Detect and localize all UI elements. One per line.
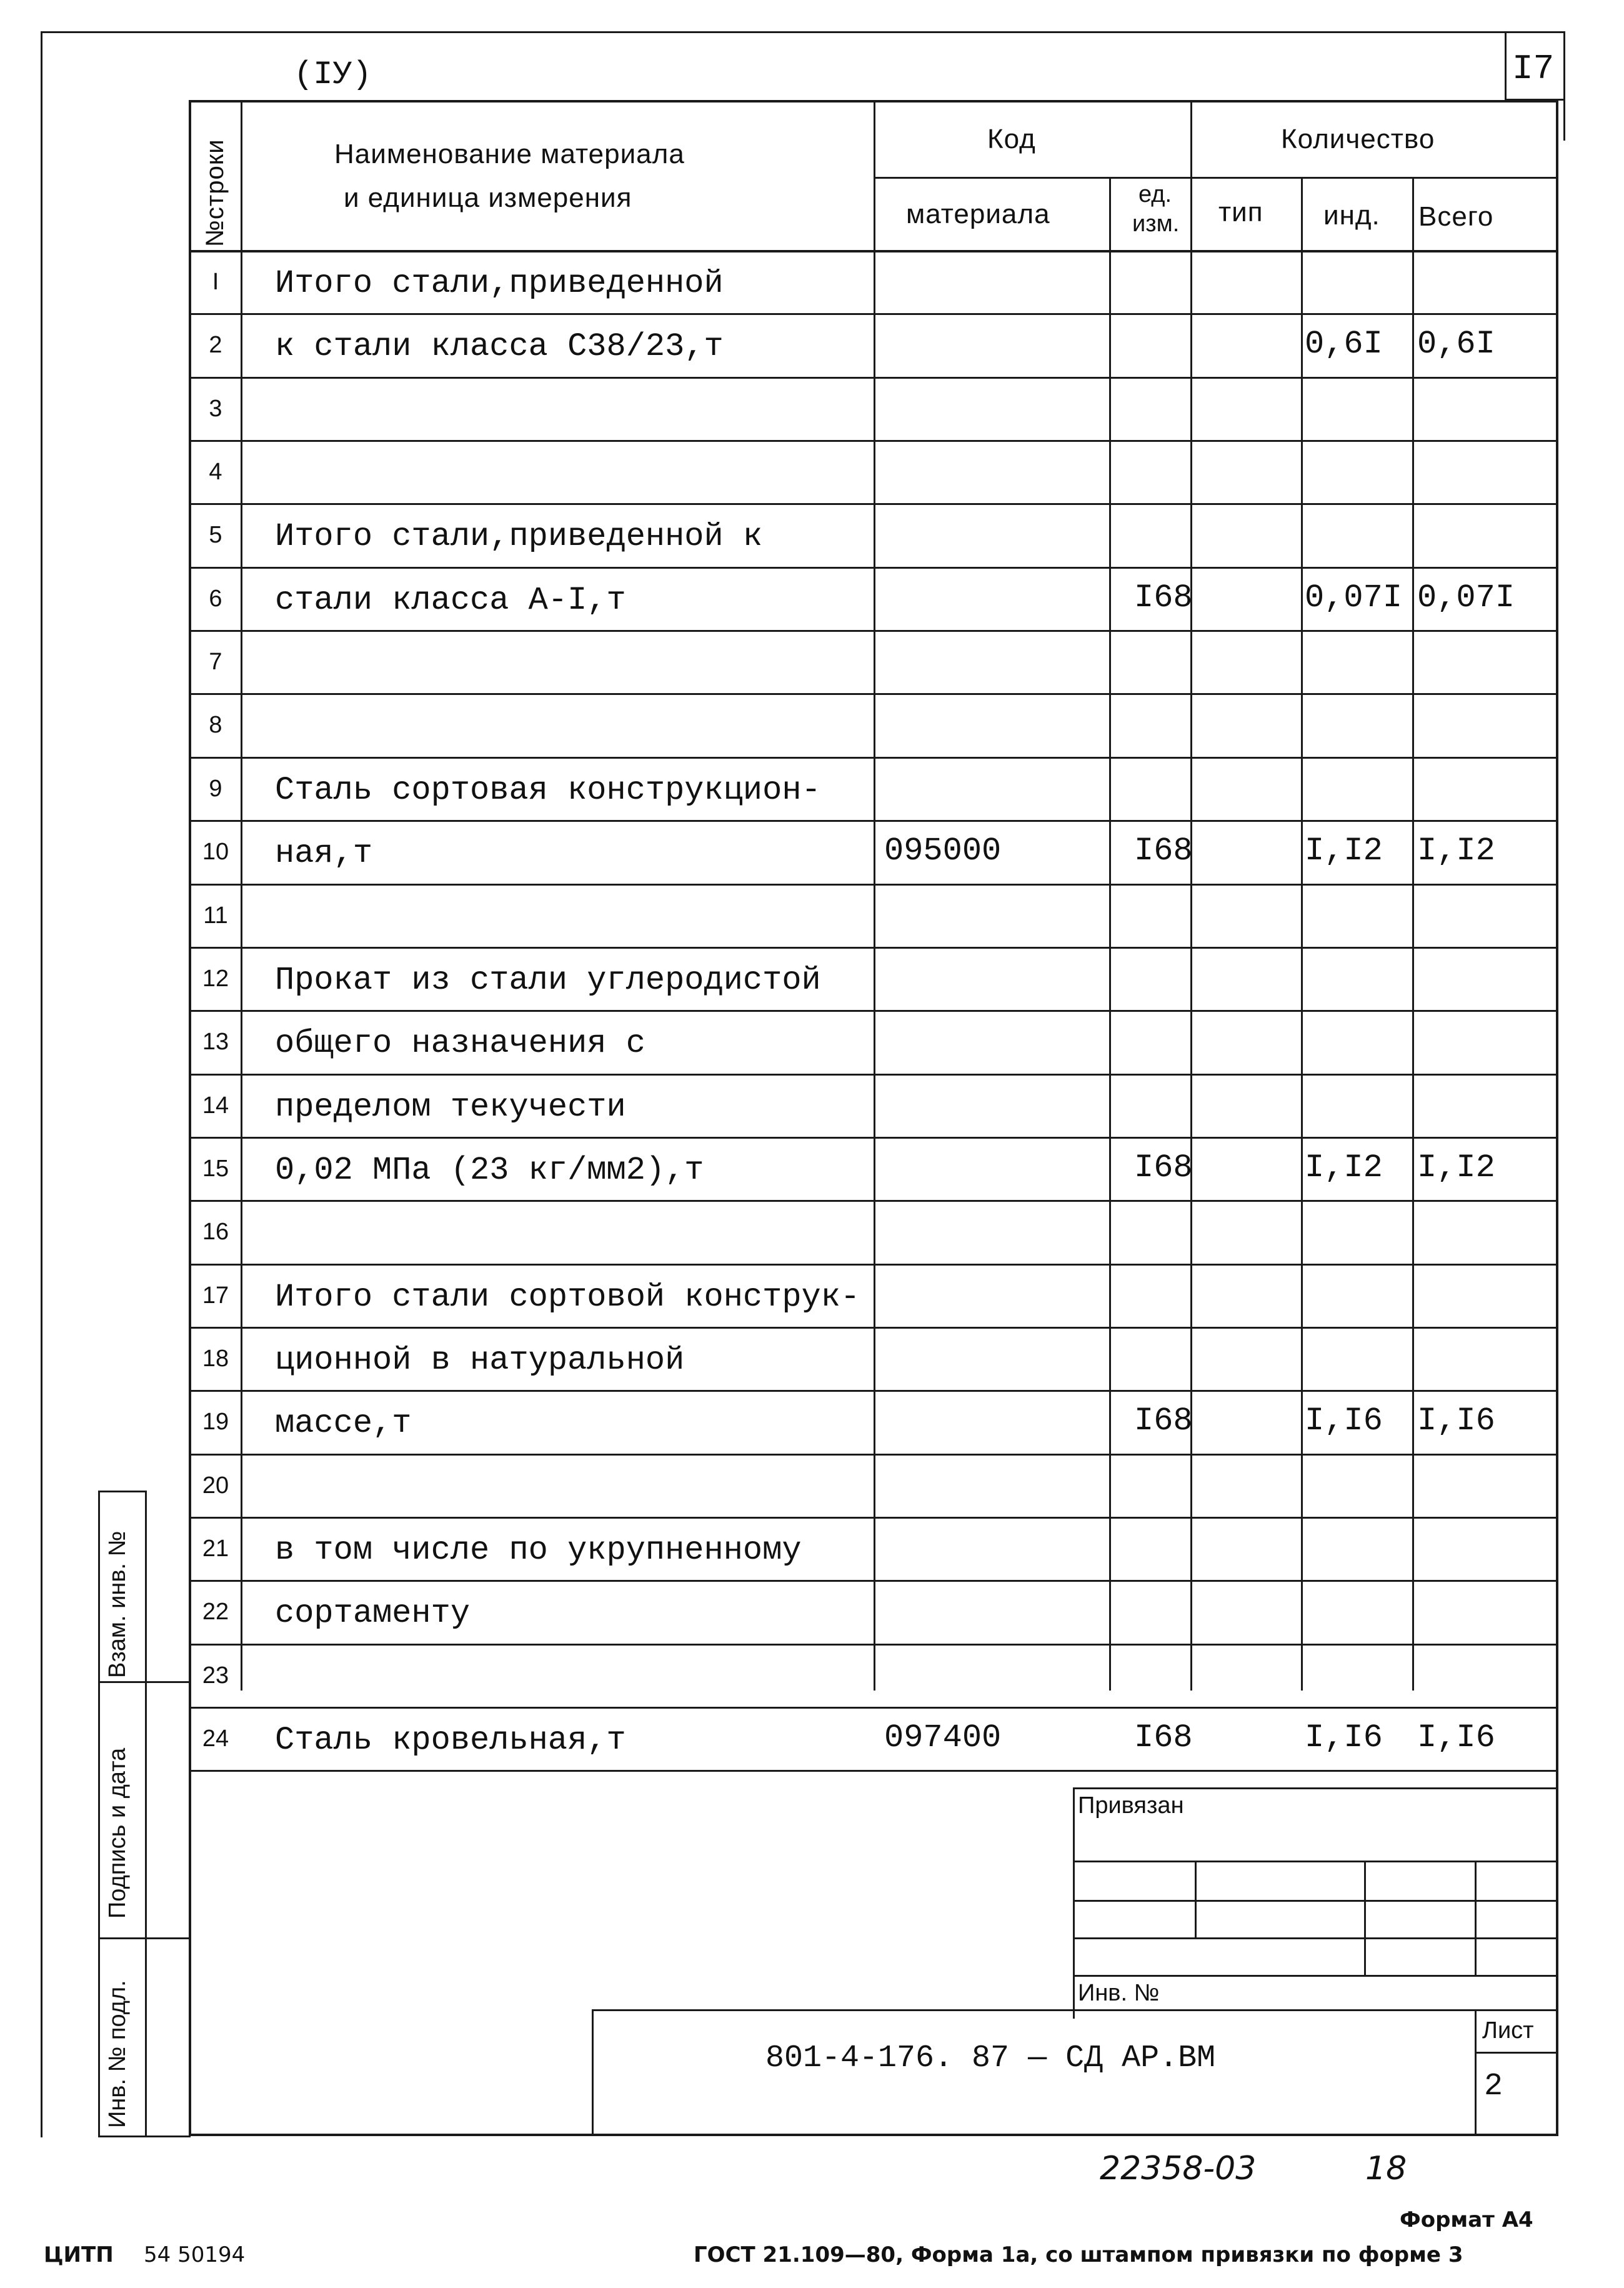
row-number: 19: [202, 1409, 229, 1435]
row-number: 13: [202, 1029, 229, 1055]
row-cell-ind: 0,07I: [1305, 579, 1403, 616]
row-number: 3: [209, 396, 222, 422]
row-cell-total: 0,6I: [1417, 326, 1495, 362]
row-number: 20: [202, 1472, 229, 1499]
row-number: 22: [202, 1599, 229, 1625]
row-number: 12: [202, 966, 229, 992]
org-number: 54 50194: [144, 2242, 246, 2267]
bind-stamp-v1: [1195, 1861, 1197, 1939]
row-cell-total: I,I6: [1417, 1719, 1495, 1756]
row-material-name: ционной в натуральной: [275, 1342, 685, 1379]
side-stamp-bottom: [98, 2136, 191, 2137]
header-ind: инд.: [1323, 200, 1380, 231]
page-number: I7: [1512, 49, 1555, 89]
section-label: (IУ): [294, 56, 372, 93]
table-row-line: [189, 503, 1558, 505]
row-number: I: [212, 269, 219, 295]
row-material-name: 0,02 МПа (23 кг/мм2),т: [275, 1152, 704, 1189]
org-code: ЦИТП: [44, 2242, 114, 2267]
bind-stamp-privyazan: Привязан: [1078, 1792, 1184, 1819]
handwritten-number: 22358-03: [1100, 2150, 1257, 2187]
bind-stamp-v3: [1475, 1861, 1477, 1977]
row-cell-mat: 097400: [884, 1719, 1002, 1756]
table-row-line: [189, 1137, 1558, 1139]
row-cell-ind: 0,6I: [1305, 326, 1383, 362]
title-block-top: [592, 2009, 1558, 2011]
col-line-unit: [1190, 100, 1192, 1691]
row-number: 9: [209, 776, 222, 802]
frame-top: [41, 31, 1565, 33]
header-material-code: материала: [906, 199, 1050, 229]
table-row-line: [189, 693, 1558, 695]
title-block-sheet-divider: [1475, 2009, 1477, 2136]
table-row-line: [189, 1010, 1558, 1012]
table-row-line: [189, 1707, 1558, 1709]
header-row-no: №строки: [201, 139, 229, 247]
header-unit-line2: изм.: [1132, 211, 1180, 237]
row-number: 15: [202, 1156, 229, 1182]
table-row-line: [189, 313, 1558, 315]
table-row-line: [189, 1390, 1558, 1392]
title-block-left: [592, 2009, 594, 2136]
table-row-line: [189, 1770, 1558, 1772]
row-number: 10: [202, 839, 229, 865]
sheet-label: Лист: [1482, 2017, 1534, 2044]
side-stamp-top: [98, 1491, 147, 1492]
table-row-line: [189, 1264, 1558, 1266]
frame-bottom: [189, 2134, 1558, 2136]
table-row-line: [189, 947, 1558, 949]
row-cell-total: I,I6: [1417, 1402, 1495, 1439]
side-stamp-right: [145, 1491, 147, 2137]
row-number: 5: [209, 522, 222, 548]
row-material-name: Прокат из стали углеродистой: [275, 962, 821, 999]
bind-stamp-top: [1073, 1787, 1558, 1789]
row-number: 7: [209, 649, 222, 675]
header-code: Код: [987, 124, 1036, 154]
row-number: 14: [202, 1092, 229, 1119]
row-number: 2: [209, 332, 222, 358]
table-row-line: [189, 630, 1558, 632]
row-number: 8: [209, 712, 222, 738]
table-row-line: [189, 377, 1558, 379]
bind-stamp-h1: [1073, 1861, 1558, 1862]
header-quantity: Количество: [1281, 124, 1435, 154]
row-cell-unit: I68: [1134, 832, 1193, 869]
row-number: 16: [202, 1219, 229, 1245]
table-row-line: [189, 1200, 1558, 1202]
row-material-name: пределом текучести: [275, 1089, 626, 1126]
row-cell-unit: I68: [1134, 1719, 1193, 1756]
row-material-name: сортаменту: [275, 1595, 471, 1632]
row-material-name: Сталь кровельная,т: [275, 1722, 626, 1759]
row-cell-total: I,I2: [1417, 832, 1495, 869]
row-material-name: Итого стали сортовой конструк-: [275, 1279, 860, 1316]
row-cell-total: I,I2: [1417, 1149, 1495, 1186]
header-total: Всего: [1418, 201, 1494, 232]
row-number: 23: [202, 1662, 229, 1689]
row-number: 17: [202, 1282, 229, 1309]
side-stamp-left: [98, 1491, 100, 2137]
side-label-inv-podl: Инв. № подл.: [104, 1980, 131, 2128]
bind-stamp-h4: [1073, 1975, 1558, 1977]
table-row-line: [189, 1074, 1558, 1076]
row-material-name: Итого стали,приведенной: [275, 265, 724, 302]
row-cell-ind: I,I6: [1305, 1402, 1383, 1439]
table-row-line: [189, 440, 1558, 442]
side-label-podpis: Подпись и дата: [104, 1747, 131, 1919]
table-row-line: [189, 1517, 1558, 1519]
table-row-line: [189, 757, 1558, 759]
sheet-number: 2: [1484, 2069, 1503, 2104]
row-number: 24: [202, 1726, 229, 1752]
side-stamp-inner-div: [145, 1681, 191, 1683]
row-cell-unit: I68: [1134, 1149, 1193, 1186]
header-name-line2: и единица измерения: [344, 182, 632, 213]
row-material-name: стали класса А-I,т: [275, 582, 626, 619]
frame-left-outer: [41, 31, 42, 2137]
bind-stamp-h2: [1073, 1900, 1558, 1902]
row-number: 11: [203, 902, 228, 929]
row-number: 6: [209, 586, 222, 612]
col-line-type: [1301, 177, 1303, 1691]
row-number: 4: [209, 459, 222, 485]
row-cell-unit: I68: [1134, 579, 1193, 616]
row-cell-mat: 095000: [884, 832, 1002, 869]
table-row-line: [189, 1454, 1558, 1456]
doc-code: 801-4-176. 87 — СД АР.ВМ: [765, 2041, 1216, 2076]
row-material-name: Сталь сортовая конструкцион-: [275, 772, 821, 809]
row-material-name: массе,т: [275, 1405, 412, 1442]
bind-stamp-h3: [1073, 1937, 1558, 1939]
col-line-name: [874, 100, 875, 1691]
row-cell-ind: I,I2: [1305, 832, 1383, 869]
col-line-rownum: [241, 100, 242, 1691]
frame-right-outer: [1563, 31, 1565, 141]
table-right-border: [1556, 100, 1558, 2136]
header-sub-line: [874, 177, 1558, 179]
header-unit-line1: ед.: [1138, 181, 1172, 207]
table-row-line: [189, 820, 1558, 822]
header-type: тип: [1218, 197, 1263, 227]
table-row-line: [189, 1644, 1558, 1646]
gost-note: ГОСТ 21.109—80, Форма 1а, со штампом привязки по форме 3: [694, 2242, 1463, 2267]
table-row-line: [189, 884, 1558, 886]
format-label: Формат A4: [1400, 2207, 1533, 2232]
side-label-vzam: Взам. инв. №: [104, 1531, 131, 1678]
page-number-box-left: [1505, 31, 1507, 100]
bind-stamp-left: [1073, 1787, 1075, 2019]
handwritten-page: 18: [1365, 2150, 1407, 2187]
side-stamp-div2: [98, 1937, 191, 1939]
row-cell-ind: I,I2: [1305, 1149, 1383, 1186]
table-row-line: [189, 567, 1558, 569]
bind-stamp-inv-no: Инв. №: [1078, 1980, 1160, 2006]
row-material-name: общего назначения с: [275, 1025, 645, 1062]
row-cell-unit: I68: [1134, 1402, 1193, 1439]
table-row-line: [189, 1327, 1558, 1329]
col-line-mat: [1109, 177, 1111, 1691]
row-material-name: к стали класса С38/23,т: [275, 328, 724, 365]
row-material-name: в том числе по укрупненному: [275, 1532, 802, 1569]
row-material-name: ная,т: [275, 835, 373, 872]
bind-stamp-v2: [1364, 1861, 1366, 1977]
table-row-line: [189, 1580, 1558, 1582]
row-material-name: Итого стали,приведенной к: [275, 518, 763, 555]
header-name-line1: Наименование материала: [334, 139, 685, 169]
row-cell-total: 0,07I: [1417, 579, 1515, 616]
row-number: 18: [202, 1346, 229, 1372]
row-cell-ind: I,I6: [1305, 1719, 1383, 1756]
row-number: 21: [202, 1536, 229, 1562]
col-line-ind: [1412, 177, 1414, 1691]
title-block-sheet-hline: [1475, 2052, 1558, 2054]
